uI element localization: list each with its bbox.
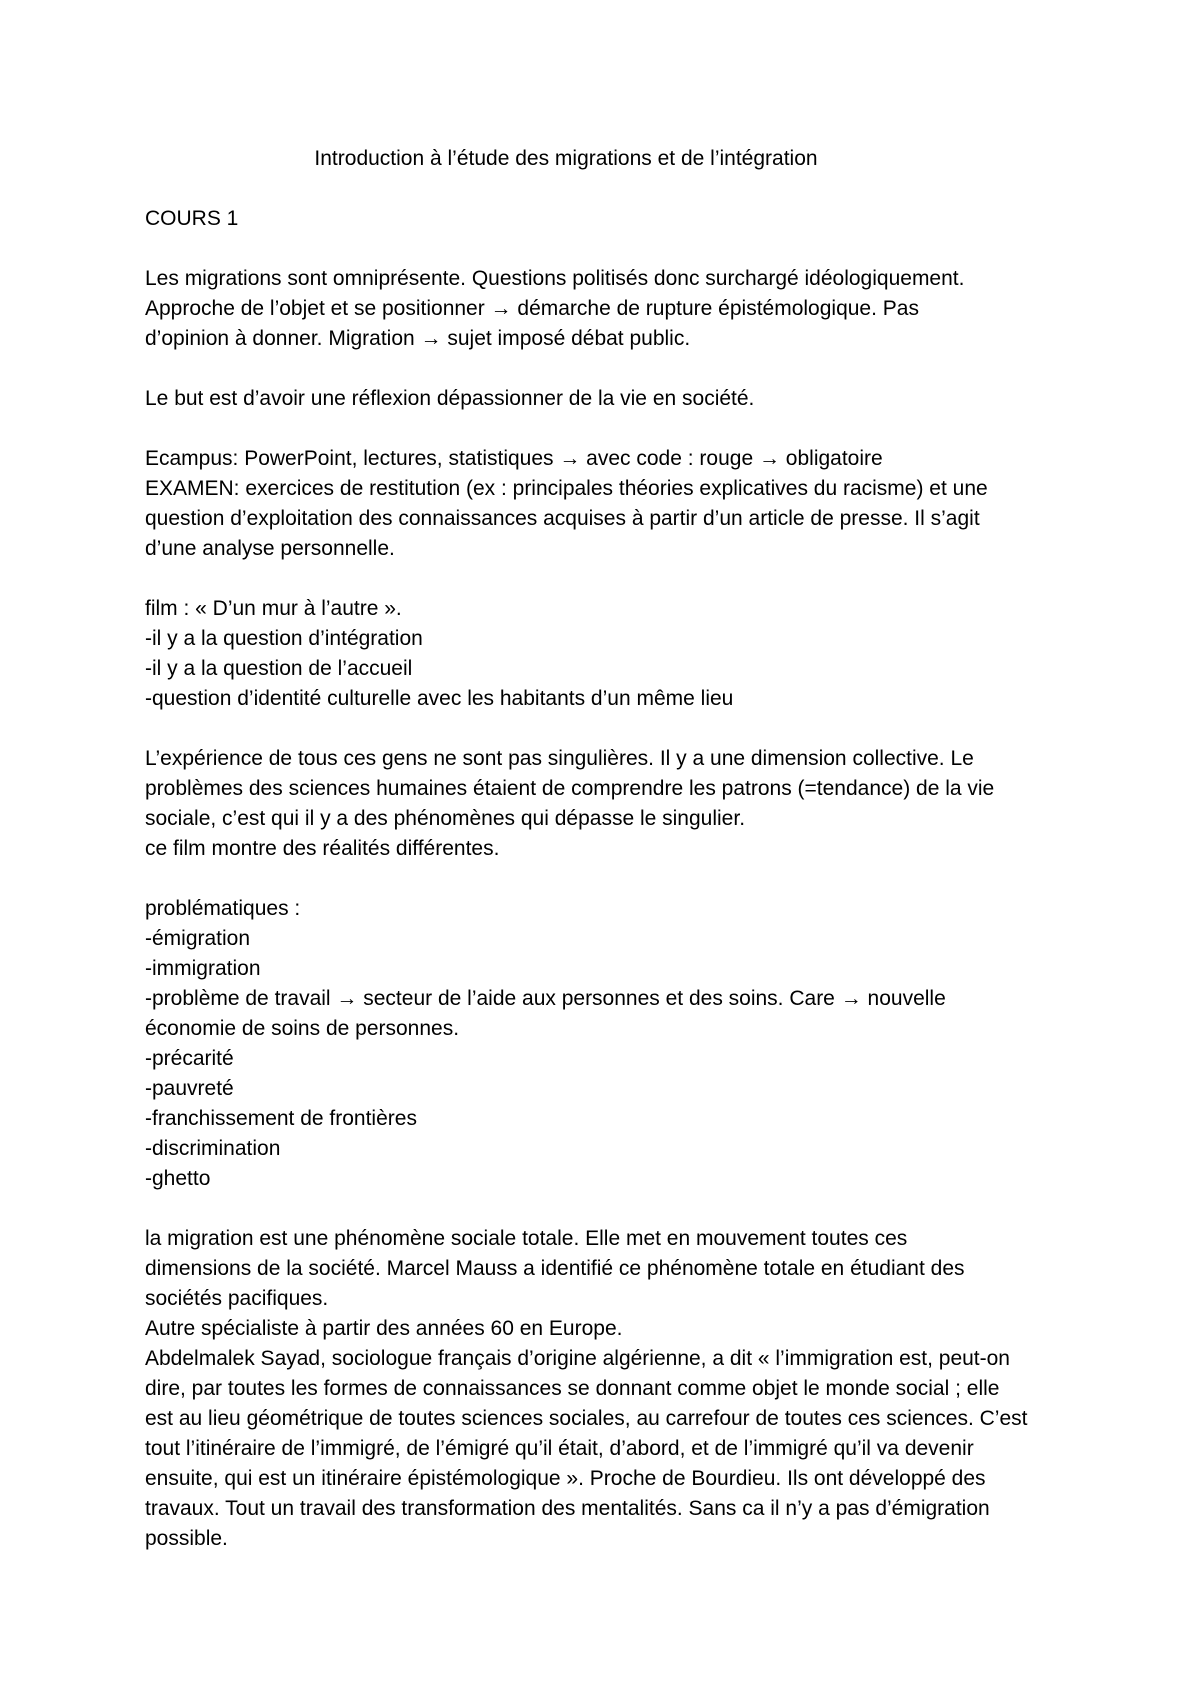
paragraph-line: Les migrations sont omniprésente. Questions politisés donc surchargé idéologiquement. bbox=[145, 267, 965, 290]
paragraph-line: la migration est une phénomène sociale totale. Elle met en mouvement toutes ces bbox=[145, 1227, 908, 1250]
paragraph-line: ce film montre des réalités différentes. bbox=[145, 837, 500, 860]
list-item: -immigration bbox=[145, 957, 261, 980]
paragraph-line: tout l’itinéraire de l’immigré, de l’émigré qu’il était, d’abord, et de l’immigré qu’il va devenir bbox=[145, 1437, 974, 1460]
list-item: -discrimination bbox=[145, 1137, 281, 1160]
film-line: film : « D’un mur à l’autre ». bbox=[145, 597, 402, 620]
list-item: -il y a la question de l’accueil bbox=[145, 657, 413, 680]
paragraph-line: ensuite, qui est un itinéraire épistémologique ». Proche de Bourdieu. Ils ont développé des bbox=[145, 1467, 986, 1490]
paragraph-line: dire, par toutes les formes de connaissances se donnant comme objet le monde social ; elle bbox=[145, 1377, 1000, 1400]
list-item: -pauvreté bbox=[145, 1077, 234, 1100]
list-item: -question d’identité culturelle avec les habitants d’un même lieu bbox=[145, 687, 734, 710]
list-item: -ghetto bbox=[145, 1167, 211, 1190]
paragraph-line: Autre spécialiste à partir des années 60 en Europe. bbox=[145, 1317, 623, 1340]
list-item: économie de soins de personnes. bbox=[145, 1017, 460, 1040]
document-body bbox=[145, 204, 1065, 1554]
paragraph-line: sociale, c’est qui il y a des phénomènes qui dépasse le singulier. bbox=[145, 807, 746, 830]
paragraph-line: possible. bbox=[145, 1527, 228, 1550]
exam-line: EXAMEN: exercices de restitution (ex : principales théories explicatives du racisme) et une bbox=[145, 477, 988, 500]
list-item: -problème de travail → secteur de l’aide aux personnes et des soins. Care → nouvelle bbox=[145, 987, 946, 1010]
paragraph-line: problèmes des sciences humaines étaient de comprendre les patrons (=tendance) de la vie bbox=[145, 777, 995, 800]
paragraph-line: Abdelmalek Sayad, sociologue français d’origine algérienne, a dit « l’immigration est, peut-on bbox=[145, 1347, 1010, 1370]
list-item: -il y a la question d’intégration bbox=[145, 627, 423, 650]
document-title: Introduction à l’étude des migrations et de l’intégration bbox=[314, 147, 818, 170]
list-item: -précarité bbox=[145, 1047, 234, 1070]
paragraph-line: sociétés pacifiques. bbox=[145, 1287, 329, 1310]
paragraph-line: d’opinion à donner. Migration → sujet imposé débat public. bbox=[145, 327, 691, 350]
exam-line: d’une analyse personnelle. bbox=[145, 537, 395, 560]
paragraph-line: L’expérience de tous ces gens ne sont pas singulières. Il y a une dimension collective. Le bbox=[145, 747, 974, 770]
problematics-heading: problématiques : bbox=[145, 897, 301, 920]
list-item: -franchissement de frontières bbox=[145, 1107, 417, 1130]
paragraph-line: travaux. Tout un travail des transformation des mentalités. Sans ca il n’y a pas d’émigration bbox=[145, 1497, 990, 1520]
goal-line: Le but est d’avoir une réflexion dépassionner de la vie en société. bbox=[145, 387, 755, 410]
list-item: -émigration bbox=[145, 927, 251, 950]
ecampus-line: Ecampus: PowerPoint, lectures, statistiques → avec code : rouge → obligatoire bbox=[145, 447, 883, 470]
paragraph-line: dimensions de la société. Marcel Mauss a identifié ce phénomène totale en étudiant des bbox=[145, 1257, 965, 1280]
paragraph-line: est au lieu géométrique de toutes sciences sociales, au carrefour de toutes ces sciences. C’est bbox=[145, 1407, 1028, 1430]
course-heading: COURS 1 bbox=[145, 207, 239, 230]
paragraph-line: Approche de l’objet et se positionner → démarche de rupture épistémologique. Pas bbox=[145, 297, 919, 320]
exam-line: question d’exploitation des connaissances acquises à partir d’un article de presse. Il s’agit bbox=[145, 507, 980, 530]
